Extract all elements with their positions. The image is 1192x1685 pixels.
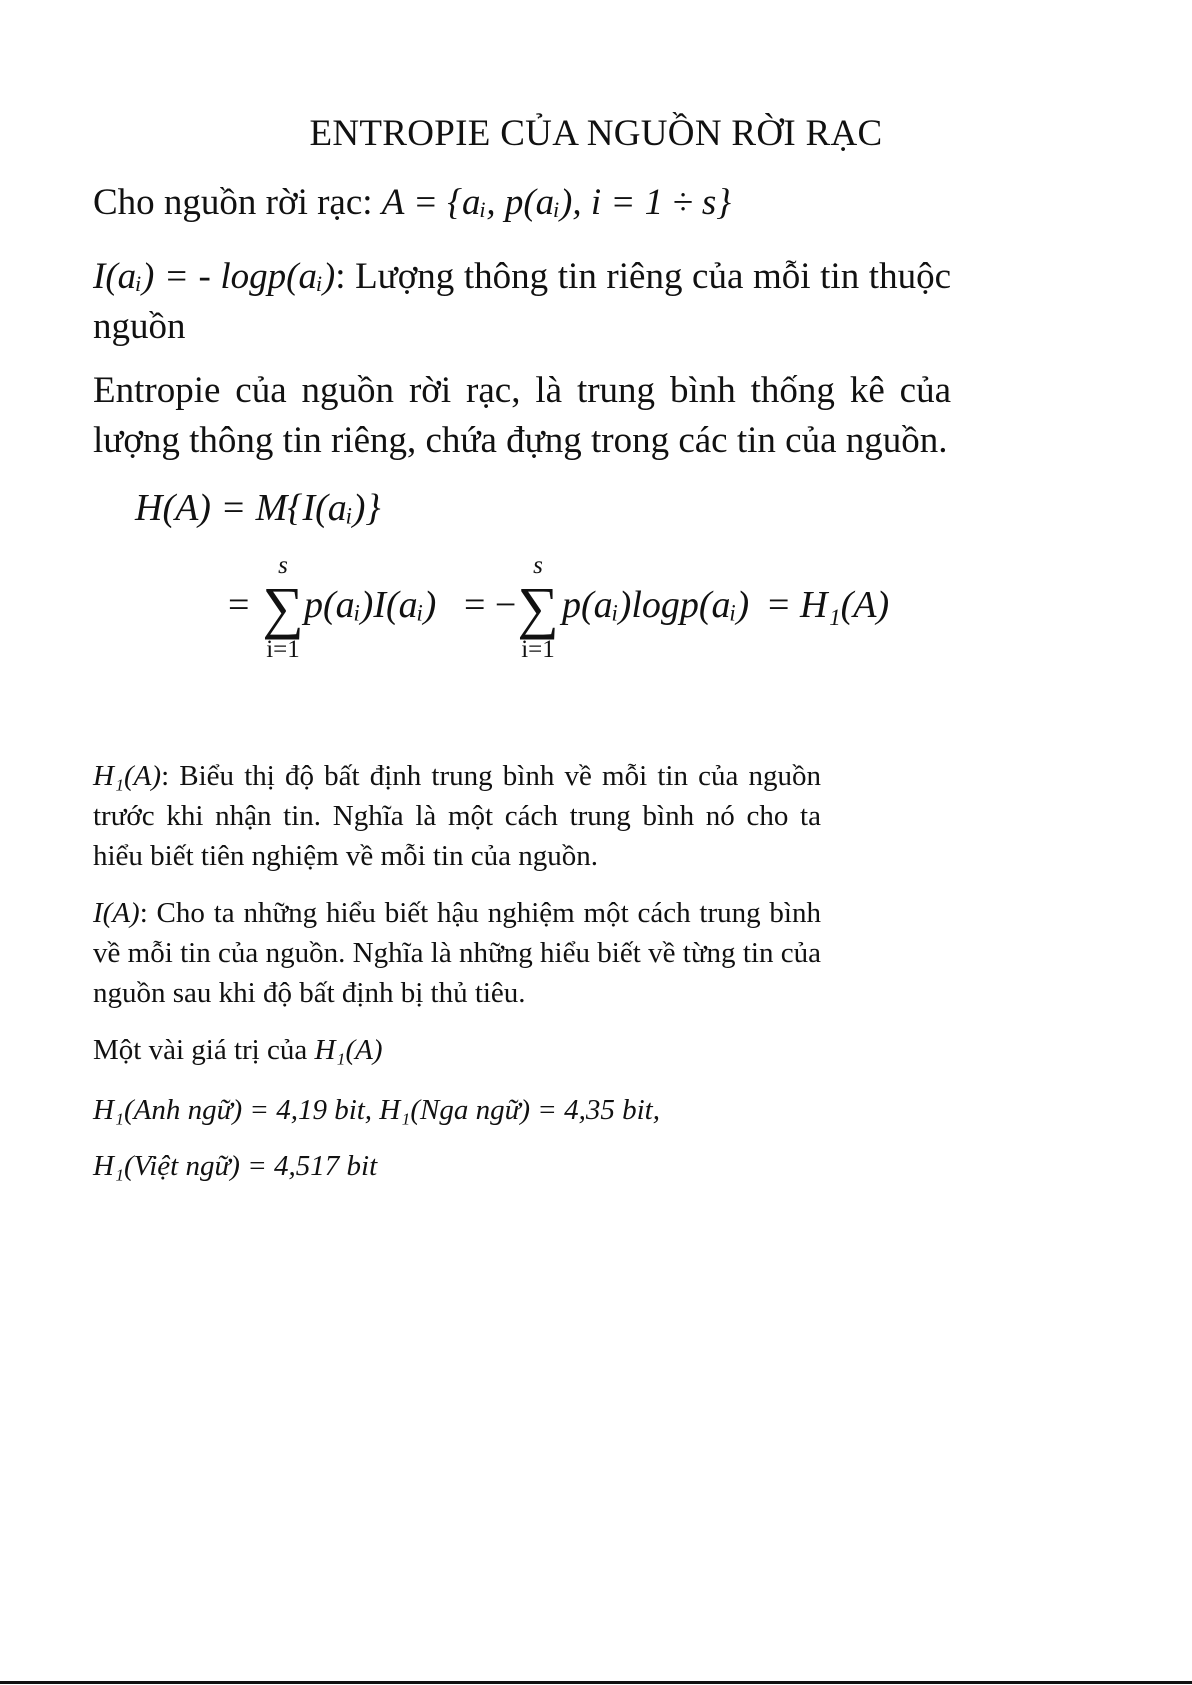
equals-minus-sign: = − [464,584,517,626]
sigma-icon: ∑ [262,575,304,640]
value-line-1: H₁(Anh ngữ) = 4,19 bit, H₁(Nga ngữ) = 4,35 bit, [93,1094,660,1126]
summation-1-lower: i=1 [266,636,300,663]
equation-line-1 [135,486,381,530]
h1-text: : Biểu thị độ bất định trung bình về mỗi tin của nguồn trước khi nhận tin. Nghĩa là một cách trung bình nó cho ta hiểu biết tiên nghiệm về mỗi tin của nguồn. [93,760,821,872]
summation-2-term: p(aᵢ)logp(aᵢ) [562,584,750,626]
page-title: ENTROPIE CỦA NGUỒN RỜI RẠC [309,113,883,154]
ia-text: : Cho ta những hiểu biết hậu nghiệm một cách trung bình về mỗi tin của nguồn. Nghĩa là những hiểu biết về từng tin của nguồn sau khi độ bất định bị thủ tiêu. [93,897,821,1009]
summation-2 [510,552,566,664]
ia-description [93,893,821,1013]
source-set-formula: A = {aᵢ, p(aᵢ), i = 1 ÷ s} [381,182,732,223]
summation-2-upper: s [533,552,543,579]
h1-description [93,756,821,876]
equals-sign-2: = [768,584,790,626]
summation-1-term: p(aᵢ)I(aᵢ) [304,584,437,626]
source-definition [93,178,731,228]
self-information-definition [93,252,951,352]
values-intro [93,1030,383,1070]
summation-1-upper: s [278,552,288,579]
summation-1 [255,552,311,664]
source-definition-label: Cho nguồn rời rạc: [93,182,382,223]
h1-label: H₁(A) [93,760,162,792]
ia-label: I(A) [93,897,140,929]
values-intro-label: H₁(A) [314,1034,383,1066]
equation-expected-value: H(A) = M{I(aᵢ)} [135,487,381,529]
equals-sign-1: = [228,584,250,626]
self-information-formula: I(aᵢ) = - logp(aᵢ) [93,256,336,297]
values-intro-text: Một vài giá trị của [93,1034,315,1066]
value-line-2: H₁(Việt ngữ) = 4,517 bit [93,1150,378,1182]
self-information-text: : Lượng thông tin riêng của mỗi tin thuộc nguồn [93,256,952,347]
entropy-description: Entropie của nguồn rời rạc, là trung bình thống kê của lượng thông tin riêng, chứa đựng trong các tin của nguồn. [93,370,951,461]
summation-2-lower: i=1 [521,636,555,663]
page-bottom-border [0,1681,1192,1684]
equation-result: H₁(A) [800,584,890,626]
sigma-icon: ∑ [517,575,559,640]
